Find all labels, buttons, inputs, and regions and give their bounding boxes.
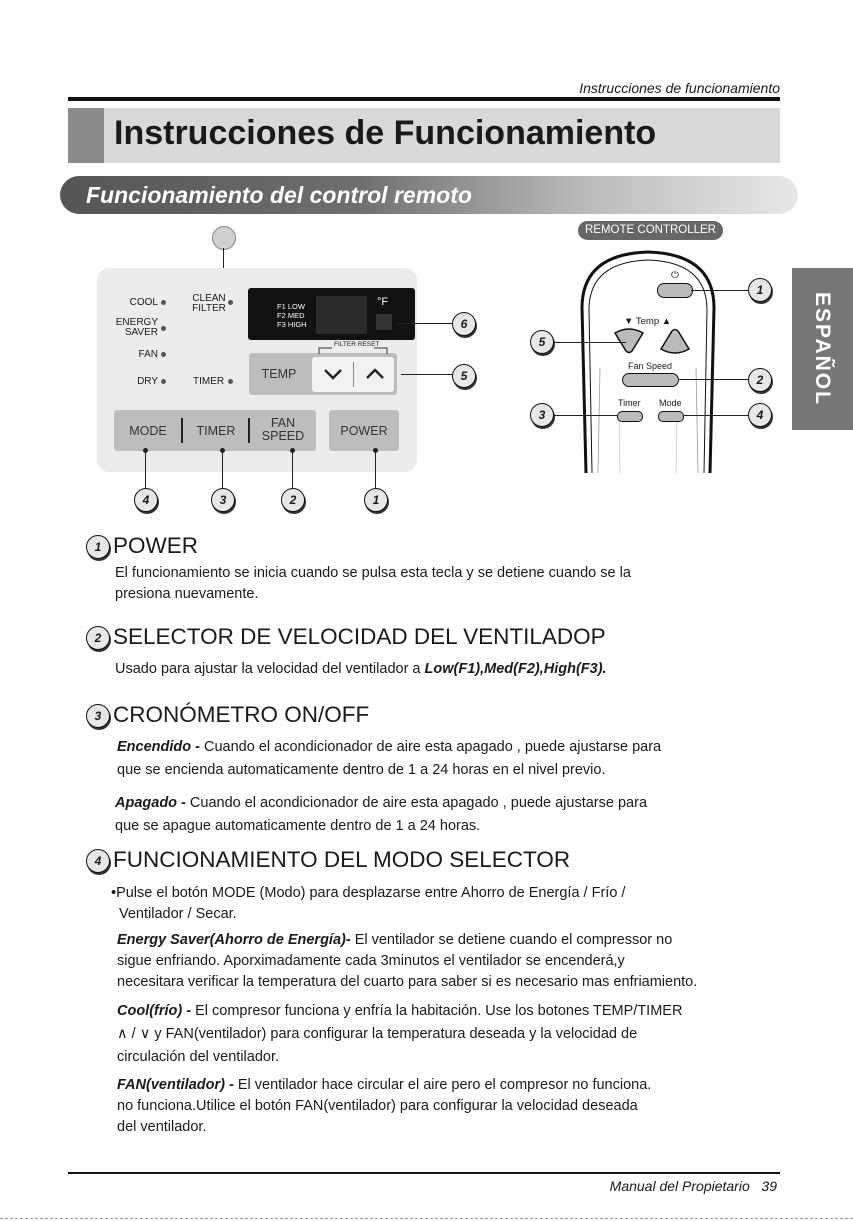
- temp-label: TEMP: [261, 367, 297, 381]
- fan-led-icon: [161, 352, 166, 357]
- footer-rule: [68, 1172, 780, 1174]
- sensor-window: [376, 314, 392, 330]
- remote-temp-label: ▼ Temp ▲: [624, 316, 672, 327]
- callout-2: 2: [281, 488, 305, 512]
- footer: Manual del Propietario 39: [609, 1178, 777, 1194]
- fan-speed-button[interactable]: FAN SPEED: [261, 416, 305, 443]
- remote-timer-label: Timer: [618, 398, 641, 408]
- cool-mode-text: Cool(frío) - El compresor funciona y enfría la habitación. Use los botones TEMP/TIMER ∧ / ∨ y FAN(ventilador) para configurar la temperatura deseada y la velocidad de circulación del ventilador.: [117, 1003, 683, 1065]
- remote-timer-button[interactable]: [617, 411, 643, 422]
- leader-line: [552, 415, 617, 416]
- remote-callout-3: 3: [530, 403, 554, 427]
- temp-up-icon[interactable]: [364, 366, 386, 382]
- section-heading: SELECTOR DE VELOCIDAD DEL VENTILADOP: [113, 624, 606, 649]
- temp-down-icon[interactable]: [322, 366, 344, 382]
- timer-button[interactable]: TIMER: [196, 424, 236, 438]
- title-tab: [68, 108, 104, 163]
- mode-bullet-text: •Pulse el botón MODE (Modo) para desplazarse entre Ahorro de Energía / Frío / Ventilador / Secar.: [111, 885, 626, 922]
- callout-1: 1: [364, 488, 388, 512]
- leader-line: [684, 415, 749, 416]
- timer-led-icon: [228, 379, 233, 384]
- leader-dot: [373, 448, 378, 453]
- lcd-digits: [316, 296, 367, 334]
- remote-controller-label: REMOTE CONTROLLER: [578, 221, 723, 240]
- filter-reset-bracket: [318, 345, 388, 355]
- running-header: Instrucciones de funcionamiento: [579, 80, 780, 96]
- leader-dot: [143, 448, 148, 453]
- button-divider: [248, 418, 250, 443]
- remote-callout-4: 4: [748, 403, 772, 427]
- filter-reset-label: FILTER RESET: [334, 341, 380, 348]
- remote-callout-5: 5: [530, 330, 554, 354]
- leader-line: [145, 451, 146, 489]
- unit-label: °F: [377, 296, 389, 308]
- remote-callout-1: 1: [748, 278, 772, 302]
- clean-filter-led-icon: [228, 300, 233, 305]
- remote-fan-speed-label: Fan Speed: [628, 361, 673, 371]
- leader-dot: [290, 448, 295, 453]
- page-edge: [0, 1218, 853, 1220]
- leader-line: [375, 451, 376, 489]
- section-heading: FUNCIONAMIENTO DEL MODO SELECTOR: [113, 847, 571, 872]
- timer-on-text: Encendido - Cuando el acondicionador de aire esta apagado , puede ajustarse para que se encienda automaticamente dentro de 1 a 24 horas en el nivel previo.: [117, 739, 662, 778]
- callout-3: 3: [211, 488, 235, 512]
- mode-button[interactable]: MODE: [129, 424, 167, 438]
- power-button[interactable]: POWER: [340, 424, 388, 438]
- callout-6: 6: [452, 312, 476, 336]
- leader-line: [552, 342, 626, 343]
- section-number: 3: [86, 704, 110, 728]
- timer-indicator-label: TIMER: [193, 376, 225, 387]
- leader-line: [679, 379, 749, 380]
- fan-speed-legend: F1 LOW F2 MED F3 HIGH: [277, 302, 307, 329]
- remote-power-button[interactable]: [657, 283, 693, 298]
- clean-filter-indicator-icon: [212, 226, 236, 250]
- leader-dot: [220, 448, 225, 453]
- leader-line: [222, 451, 223, 489]
- energy-saver-label: ENERGY SAVER: [115, 317, 158, 338]
- section-number: 2: [86, 626, 110, 650]
- leader-line: [691, 290, 749, 291]
- section-text: El funcionamiento se inicia cuando se pulsa esta tecla y se detiene cuando se la presiona nuevamente.: [115, 565, 631, 602]
- section-heading: CRONÓMETRO ON/OFF: [113, 702, 370, 727]
- cool-led-icon: [161, 300, 166, 305]
- remote-mode-label: Mode: [659, 398, 682, 408]
- cool-label: COOL: [129, 297, 158, 308]
- dry-led-icon: [161, 379, 166, 384]
- callout-5: 5: [452, 364, 476, 388]
- remote-callout-2: 2: [748, 368, 772, 392]
- section-number: 4: [86, 849, 110, 873]
- section-number: 1: [86, 535, 110, 559]
- timer-off-text: Apagado - Cuando el acondicionador de aire esta apagado , puede ajustarse para que se apague automaticamente dentro de 1 a 24 horas.: [115, 795, 648, 834]
- header-rule: [68, 97, 780, 101]
- leader-line: [401, 374, 453, 375]
- page-title: Instrucciones de Funcionamiento: [114, 114, 657, 152]
- leader-line: [292, 451, 293, 489]
- button-divider: [181, 418, 183, 443]
- language-tab-label: ESPAÑOL: [811, 292, 834, 406]
- energy-saver-led-icon: [161, 326, 166, 331]
- remote-fan-speed-button[interactable]: [622, 373, 679, 387]
- fan-mode-text: FAN(ventilador) - El ventilador hace circular el aire pero el compresor no funciona. no funciona.Utilice el botón FAN(ventilador) para configurar la velocidad deseada del ventilador.: [117, 1077, 652, 1135]
- remote-mode-button[interactable]: [658, 411, 684, 422]
- energy-saver-text: Energy Saver(Ahorro de Energía)- El ventilador se detiene cuando el compressor no sigue enfriando. Aporximadamente cada 3minutos el ventilador se encenderá,y necesitara verificar la temperatura del cuarto para saber si es necesario mas enfriamiento.: [117, 932, 698, 990]
- section-title: Funcionamiento del control remoto: [86, 182, 472, 208]
- clean-filter-label: CLEAN FILTER: [192, 293, 226, 314]
- section-heading: POWER: [113, 533, 199, 558]
- page-number: 39: [761, 1178, 777, 1194]
- power-symbol-icon: ⏻: [671, 270, 679, 281]
- section-text: Usado para ajustar la velocidad del ventilador a Low(F1),Med(F2),High(F3).: [115, 661, 607, 677]
- remote-temp-buttons[interactable]: [612, 327, 692, 355]
- dry-label: DRY: [137, 376, 158, 387]
- callout-4: 4: [134, 488, 158, 512]
- fan-label: FAN: [138, 349, 158, 360]
- leader-line: [397, 323, 453, 324]
- arrows-divider: [353, 362, 354, 387]
